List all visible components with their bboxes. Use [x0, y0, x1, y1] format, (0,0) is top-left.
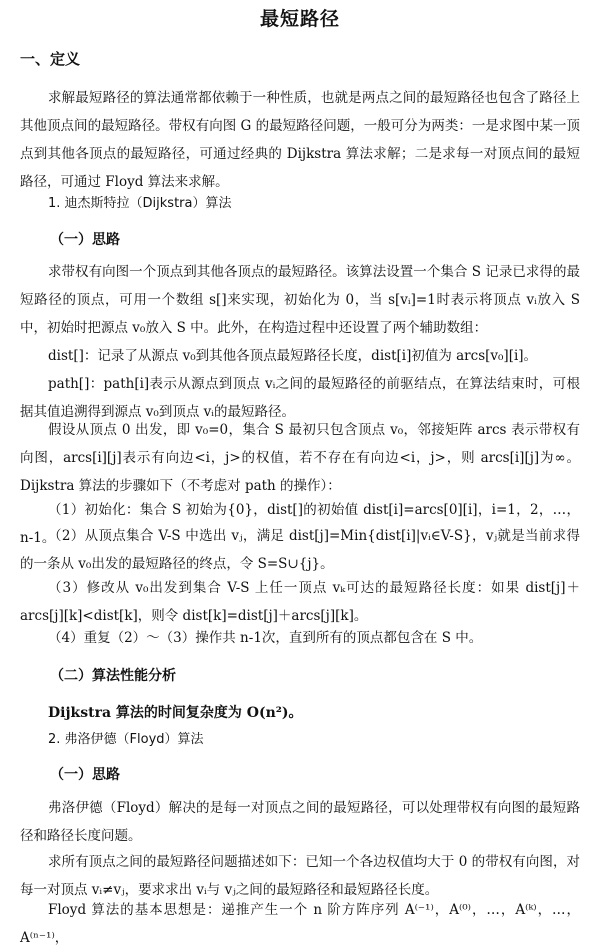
dijkstra-heading: 1. 迪杰斯特拉（Dijkstra）算法: [48, 196, 232, 211]
path-array-paragraph: path[]：path[i]表示从源点到顶点 vᵢ之间的最短路径的前驱结点，在算法结束时，可根据其值追溯得到源点 v₀到顶点 vᵢ的最短路径。: [20, 376, 580, 420]
page-title: 最短路径: [259, 8, 340, 30]
floyd-heading: 2. 弗洛伊德（Floyd）算法: [48, 732, 204, 747]
definition-heading: 一、定义: [20, 50, 81, 68]
dist-array-line: dist[]：记录了从源点 v₀到其他各顶点最短路径长度，dist[i]初值为 arcs[v₀][i]。: [48, 348, 538, 364]
step-1: （1）初始化：集合 S 初始为{0}，dist[]的初始值 dist[i]=arcs[0][i]，i=1，2，…，n-1。: [20, 502, 580, 546]
step-3: （3）修改从 v₀出发到集合 V-S 上任一顶点 vₖ可达的最短路径长度：如果 dist[j]＋arcs[j][k]<dist[k]，则令 dist[k]=dist[j]＋arcs[j][k]。: [20, 580, 580, 624]
step-2: （2）从顶点集合 V-S 中选出 vⱼ，满足 dist[j]=Min{dist[i]|vᵢ∈V-S}，vⱼ就是当前求得的一条从 v₀出发的最短路径的终点，令 S=S∪{j}。: [20, 528, 580, 572]
step-4: （4）重复（2）～（3）操作共 n-1次，直到所有的顶点都包含在 S 中。: [48, 630, 483, 646]
floyd-paragraph-3: Floyd 算法的基本思想是：递推产生一个 n 阶方阵序列 A⁽⁻¹⁾，A⁽⁰⁾，…，A⁽ᵏ⁾，…，A⁽ⁿ⁻¹⁾，: [20, 902, 580, 946]
idea-heading-2: （一）思路: [50, 767, 120, 783]
idea-heading-1: （一）思路: [50, 232, 120, 248]
assumption-paragraph: 假设从顶点 0 出发，即 v₀=0，集合 S 最初只包含顶点 v₀，邻接矩阵 arcs 表示带权有向图，arcs[i][j]表示有向边<i，j>的权值，若不存在有向边<i，j>，则 arcs[i][j]为∞。Dijkstra 算法的步骤如下（不考虑对 path 的操作）：: [20, 422, 580, 494]
performance-heading: （二）算法性能分析: [50, 668, 176, 684]
idea-paragraph-1: 求带权有向图一个顶点到其他各顶点的最短路径。该算法设置一个集合 S 记录已求得的最短路径的顶点，可用一个数组 s[]来实现，初始化为 0，当 s[vᵢ]=1时表示将顶点 vᵢ放入 S 中，初始时把源点 v₀放入 S 中。此外，在构造过程中还设置了两个辅助数组：: [20, 264, 580, 336]
complexity-statement: Dijkstra 算法的时间复杂度为 O(n²)。: [48, 705, 303, 721]
intro-paragraph: 求解最短路径的算法通常都依赖于一种性质，也就是两点之间的最短路径也包含了路径上其他顶点间的最短路径。带权有向图 G 的最短路径问题，一般可分为两类：一是求图中某一顶点到其他各顶点的最短路径，可通过经典的 Dijkstra 算法求解；二是求每一对顶点间的最短路径，可通过 Floyd 算法来求解。: [20, 90, 580, 190]
floyd-paragraph-2: 求所有顶点之间的最短路径问题描述如下：已知一个各边权值均大于 0 的带权有向图，对每一对顶点 vᵢ≠vⱼ，要求求出 vᵢ与 vⱼ之间的最短路径和最短路径长度。: [20, 854, 580, 898]
floyd-paragraph-1: 弗洛伊德（Floyd）解决的是每一对顶点之间的最短路径，可以处理带权有向图的最短路径和路径长度问题。: [20, 800, 580, 844]
